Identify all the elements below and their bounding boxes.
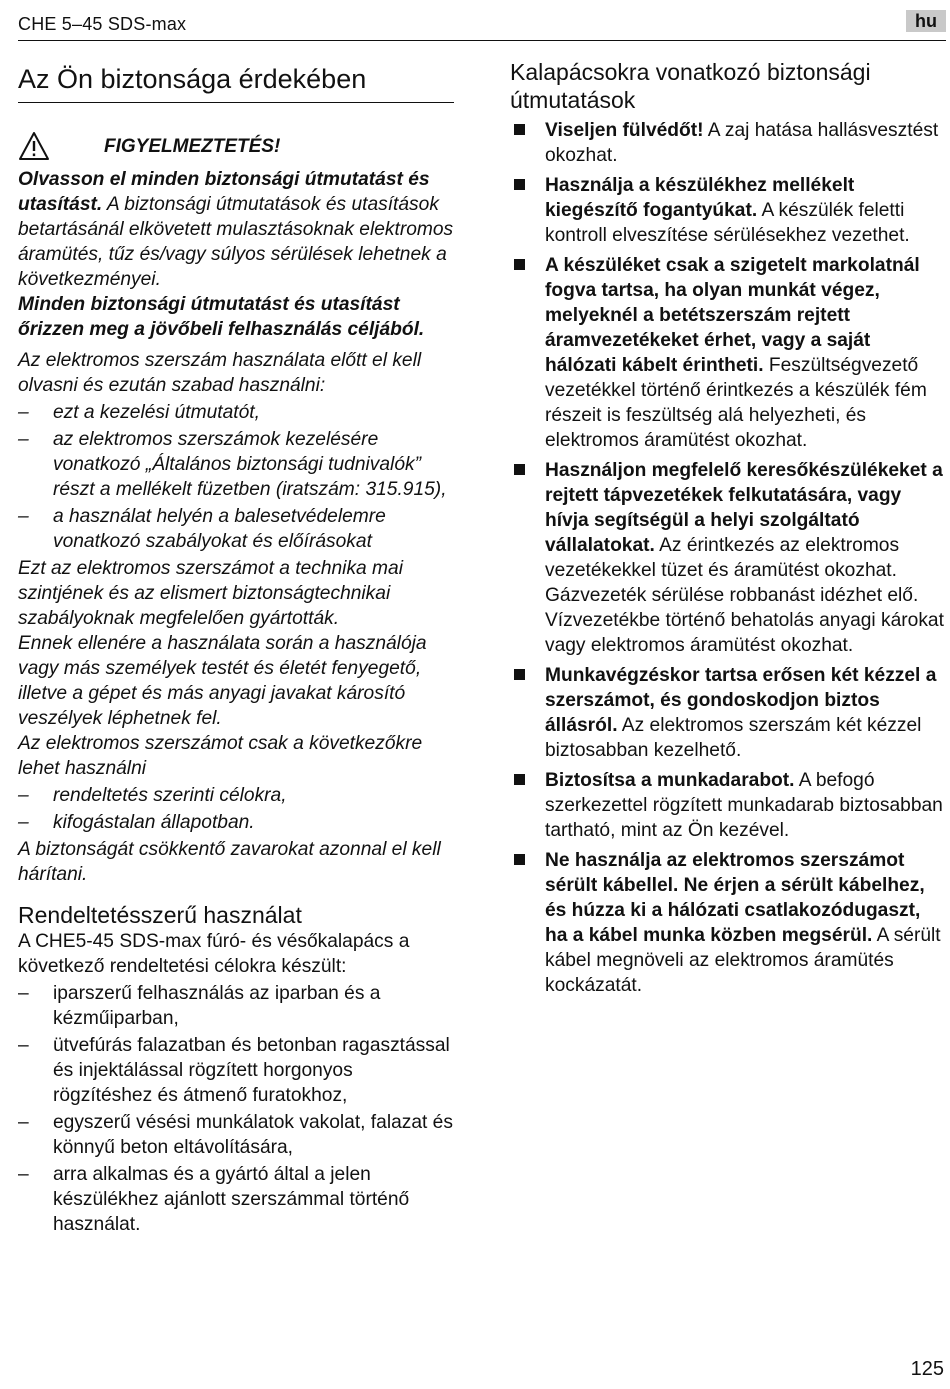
section-title-intended-use: Rendeltetésszerű használat — [18, 902, 302, 928]
list-item — [510, 173, 946, 248]
intro-text: Az elektromos szerszám használata előtt el kell olvasni és ezután szabad használni: — [18, 350, 422, 396]
list-item — [510, 768, 946, 843]
hammer-safety-list — [510, 118, 946, 998]
left-column — [18, 58, 454, 1239]
intended-use-intro: A CHE5-45 SDS-max fúró- és vésőkalapács a következő rendeltetési célokra készült: — [18, 931, 410, 977]
warning-label: FIGYELMEZTETÉS! — [104, 135, 281, 157]
item-bold-text: Viseljen fülvédőt! — [545, 120, 704, 141]
list-item: – ütvefúrás falazatban és betonban ragasztással és injektálással rögzített horgonyos rögzítéshez és átmenő furatokhoz, — [18, 1033, 454, 1108]
square-bullet-icon — [514, 669, 525, 680]
intended-use-list — [18, 981, 454, 1237]
item-text: A sérült kábel megnöveli az elektromos áramütés kockázatát. — [545, 925, 941, 996]
list-item — [510, 458, 946, 658]
item-text: Az elektromos szerszám két kézzel biztosabban kezelhető. — [545, 715, 922, 761]
list-item — [510, 848, 946, 998]
item-text: A zaj hatása hallásvesztést okozhat. — [545, 120, 939, 166]
page-header — [18, 10, 946, 41]
intro-list — [18, 400, 454, 554]
item-bold-text: Biztosítsa a munkadarabot. — [545, 770, 795, 791]
square-bullet-icon — [514, 179, 525, 190]
list-item: – egyszerű vésési munkálatok vakolat, falazat és könnyű beton eltávolítására, — [18, 1110, 454, 1160]
list-item: – kifogástalan állapotban. — [18, 810, 454, 835]
section-title-safety: Az Ön biztonsága érdekében — [18, 64, 454, 103]
usage-condition-list — [18, 783, 454, 835]
item-text: Feszültségvezető vezetékkel történő érintkezés a készülék fém részeit is feszültség alá helyezheti, és elektromos áramütést okozhat. — [545, 355, 927, 451]
technology-paragraph: Ezt az elektromos szerszámot a technika mai szintjének és az elismert biztonságtechnikai szabályoknak megfelelően gyártották. — [18, 558, 403, 629]
keep-instructions-text: Minden biztonsági útmutatást és utasítást őrizzen meg a jövőbeli felhasználás céljából. — [18, 294, 425, 340]
document-title: CHE 5–45 SDS-max — [18, 14, 187, 34]
item-bold-text: Munkavégzéskor tartsa erősen két kézzel a szerszámot, és gondoskodjon biztos állásról. — [545, 665, 937, 736]
square-bullet-icon — [514, 854, 525, 865]
warning-text: A biztonsági útmutatások és utasítások betartásánál elkövetett mulasztásoknak elektromos áramütés, tűz és/vagy súlyos sérülések lehetnek a következményei. — [18, 194, 454, 290]
item-bold-text: Ne használja az elektromos szerszámot sérült kábellel. Ne érjen a sérült kábelhez, és húzza ki a hálózati csatlakozódugaszt, ha a kábel munka közben megsérül. — [545, 850, 925, 946]
list-item: – arra alkalmas és a gyártó által a jelen készülékhez ajánlott szerszámmal történő használat. — [18, 1162, 454, 1237]
list-item: – a használat helyén a balesetvédelemre vonatkozó szabályokat és előírásokat — [18, 504, 454, 554]
item-bold-text: Használjon megfelelő keresőkészülékeket a rejtett tápvezetékek felkutatására, vagy hívja segítségül a helyi szolgáltató vállalatokat. — [545, 460, 943, 556]
warning-bold-text: Olvasson el minden biztonsági útmutatást és utasítást. — [18, 169, 430, 215]
square-bullet-icon — [514, 774, 525, 785]
item-text: A befogó szerkezettel rögzített munkadarab biztosabban tartható, mint az Ön kezével. — [545, 770, 943, 841]
item-text: Az érintkezés az elektromos vezetékekkel tüzet és áramütést okozhat. Gázvezeték sérülése robbanást idézhet elő. Vízvezetékbe történő behatolás anyagi károkat vagy elektromos áramütést okozhat. — [545, 535, 944, 656]
warning-triangle-icon — [18, 131, 50, 161]
warning-paragraph — [18, 167, 454, 292]
item-bold-text: A készüléket csak a szigetelt markolatnál fogva tartsa, ha olyan munkát végez, melyeknél a betétszerszám rejtett áramvezetékeket érhet, vagy a saját hálózati kábelt érintheti. — [545, 255, 920, 376]
list-item — [510, 253, 946, 453]
list-item: – az elektromos szerszámok kezelésére vonatkozó „Általános biztonsági tudnivalók” részt a mellékelt füzetben (iratszám: 315.915), — [18, 427, 454, 502]
list-item: – rendeltetés szerinti célokra, — [18, 783, 454, 808]
usage-condition-paragraph: Az elektromos szerszámot csak a következőkre lehet használni — [18, 733, 423, 779]
danger-paragraph: Ennek ellenére a használata során a használója vagy más személyek testét és életét fenyegető, illetve a gépet és más anyagi javakat károsító veszélyek léphetnek fel. — [18, 633, 427, 729]
warning-header — [18, 129, 454, 163]
square-bullet-icon — [514, 124, 525, 135]
item-bold-text: Használja a készülékhez mellékelt kiegészítő fogantyúkat. — [545, 175, 855, 221]
fault-paragraph: A biztonságát csökkentő zavarokat azonnal el kell hárítani. — [18, 839, 441, 885]
square-bullet-icon — [514, 464, 525, 475]
list-item: – ezt a kezelési útmutatót, — [18, 400, 454, 425]
right-column — [510, 58, 946, 1003]
list-item — [510, 663, 946, 763]
square-bullet-icon — [514, 259, 525, 270]
section-title-hammer-safety: Kalapácsokra vonatkozó biztonsági útmutatások — [510, 59, 871, 113]
page-number: 125 — [910, 1358, 944, 1380]
list-item: – iparszerű felhasználás az iparban és a kézműiparban, — [18, 981, 454, 1031]
language-badge: hu — [906, 10, 946, 32]
item-text: A készülék feletti kontroll elveszítése sérülésekhez vezethet. — [545, 200, 910, 246]
list-item — [510, 118, 946, 168]
